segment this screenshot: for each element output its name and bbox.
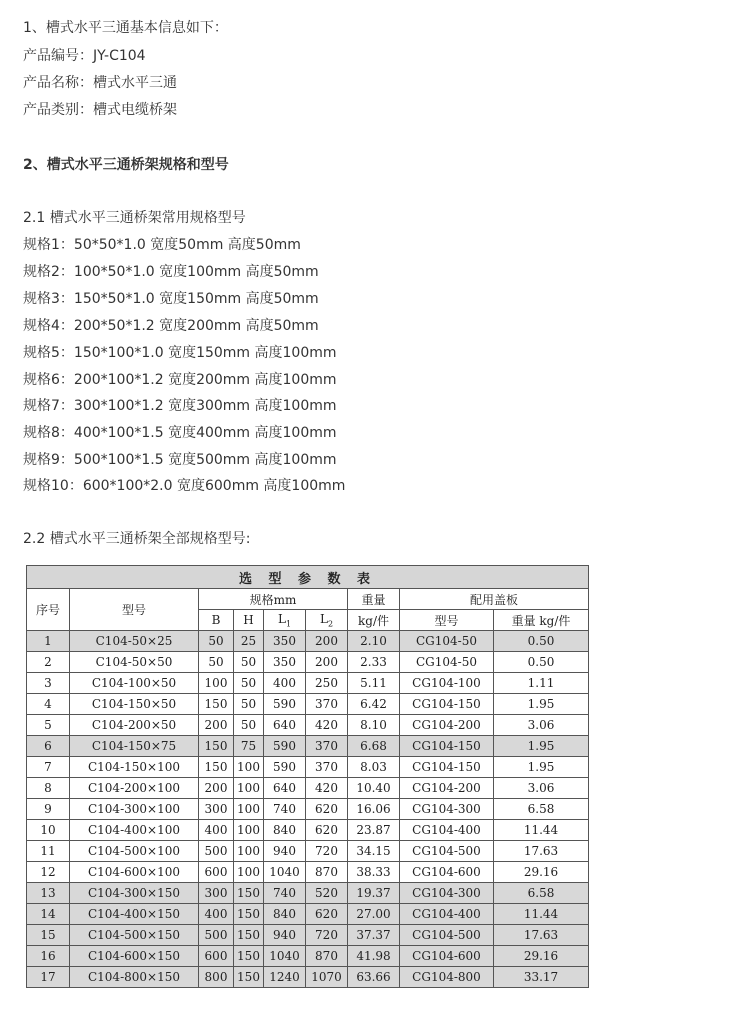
spec-item: 规格2：100*50*1.0 宽度100mm 高度50mm	[23, 264, 319, 280]
cell-weight: 37.37	[348, 925, 400, 946]
cell-cover-weight: 0.50	[494, 652, 589, 673]
header-l2	[306, 610, 348, 631]
cell-l1: 1240	[264, 967, 306, 988]
cell-cover-model: CG104-100	[400, 673, 494, 694]
header-cover-weight: 重量 kg/件	[494, 610, 589, 631]
header-l1-sub: 1	[285, 619, 292, 629]
cell-l2: 370	[306, 757, 348, 778]
table-row	[27, 883, 589, 904]
cell-b: 50	[199, 631, 234, 652]
cell-index: 3	[27, 673, 70, 694]
header-l2-letter: L	[319, 611, 328, 626]
cell-weight: 34.15	[348, 841, 400, 862]
cell-model: C104-300×150	[70, 883, 199, 904]
cell-weight: 8.03	[348, 757, 400, 778]
cell-model: C104-300×100	[70, 799, 199, 820]
cell-weight: 27.00	[348, 904, 400, 925]
cell-l1: 840	[264, 820, 306, 841]
table-row	[27, 841, 589, 862]
product-code: 产品编号：JY-C104	[23, 48, 146, 64]
cell-cover-model: CG104-150	[400, 736, 494, 757]
cell-b: 600	[199, 946, 234, 967]
cell-index: 7	[27, 757, 70, 778]
header-index: 序号	[27, 589, 70, 631]
cell-cover-model: CG104-50	[400, 652, 494, 673]
spec-item: 规格4：200*50*1.2 宽度200mm 高度50mm	[23, 318, 319, 334]
cell-index: 2	[27, 652, 70, 673]
cell-l1: 740	[264, 883, 306, 904]
basic-heading: 1、槽式水平三通基本信息如下：	[23, 20, 228, 36]
header-weight-unit: kg/件	[348, 610, 400, 631]
header-cover-model: 型号	[400, 610, 494, 631]
cell-cover-weight: 29.16	[494, 862, 589, 883]
cell-cover-weight: 6.58	[494, 799, 589, 820]
table-row	[27, 652, 589, 673]
cell-model: C104-200×50	[70, 715, 199, 736]
cell-cover-model: CG104-600	[400, 946, 494, 967]
cell-index: 5	[27, 715, 70, 736]
header-b: B	[199, 610, 234, 631]
cell-index: 17	[27, 967, 70, 988]
table-row	[27, 673, 589, 694]
cell-cover-weight: 1.11	[494, 673, 589, 694]
cell-weight: 19.37	[348, 883, 400, 904]
cell-b: 500	[199, 841, 234, 862]
cell-cover-model: CG104-800	[400, 967, 494, 988]
cell-h: 100	[234, 862, 264, 883]
cell-model: C104-200×100	[70, 778, 199, 799]
table-row	[27, 820, 589, 841]
cell-h: 100	[234, 778, 264, 799]
cell-b: 500	[199, 925, 234, 946]
cell-h: 75	[234, 736, 264, 757]
cell-b: 200	[199, 778, 234, 799]
table-title: 选 型 参 数 表	[27, 566, 589, 589]
table-row	[27, 778, 589, 799]
cell-b: 150	[199, 694, 234, 715]
cell-index: 13	[27, 883, 70, 904]
header-l2-sub: 2	[327, 619, 334, 629]
cell-model: C104-600×150	[70, 946, 199, 967]
cell-index: 9	[27, 799, 70, 820]
table-body	[27, 631, 589, 988]
cell-cover-weight: 11.44	[494, 904, 589, 925]
cell-l2: 250	[306, 673, 348, 694]
header-h: H	[234, 610, 264, 631]
spec-item: 规格6：200*100*1.2 宽度200mm 高度100mm	[23, 372, 337, 388]
cell-l2: 620	[306, 799, 348, 820]
cell-cover-weight: 3.06	[494, 778, 589, 799]
cell-b: 150	[199, 736, 234, 757]
cell-index: 8	[27, 778, 70, 799]
cell-weight: 2.10	[348, 631, 400, 652]
cell-weight: 10.40	[348, 778, 400, 799]
section2-sub2: 2.2 槽式水平三通桥架全部规格型号:	[23, 531, 251, 547]
cell-l1: 590	[264, 757, 306, 778]
cell-model: C104-150×75	[70, 736, 199, 757]
cell-l2: 520	[306, 883, 348, 904]
cell-h: 100	[234, 799, 264, 820]
cell-l1: 840	[264, 904, 306, 925]
cell-model: C104-500×100	[70, 841, 199, 862]
cell-index: 14	[27, 904, 70, 925]
cell-h: 150	[234, 883, 264, 904]
cell-index: 10	[27, 820, 70, 841]
cell-cover-model: CG104-200	[400, 715, 494, 736]
cell-cover-weight: 1.95	[494, 757, 589, 778]
cell-l1: 400	[264, 673, 306, 694]
header-l1-letter: L	[277, 611, 286, 626]
cell-l2: 870	[306, 946, 348, 967]
cell-cover-weight: 17.63	[494, 925, 589, 946]
cell-h: 100	[234, 757, 264, 778]
cell-index: 11	[27, 841, 70, 862]
cell-model: C104-100×50	[70, 673, 199, 694]
cell-l2: 420	[306, 715, 348, 736]
cell-index: 15	[27, 925, 70, 946]
cell-h: 100	[234, 841, 264, 862]
header-weight: 重量	[348, 589, 400, 610]
cell-h: 50	[234, 715, 264, 736]
cell-model: C104-150×100	[70, 757, 199, 778]
cell-b: 800	[199, 967, 234, 988]
cell-weight: 5.11	[348, 673, 400, 694]
table-row	[27, 904, 589, 925]
cell-l1: 1040	[264, 862, 306, 883]
cell-weight: 6.68	[348, 736, 400, 757]
section2-sub1: 2.1 槽式水平三通桥架常用规格型号	[23, 210, 246, 226]
product-category: 产品类别：槽式电缆桥架	[23, 102, 177, 118]
cell-l1: 350	[264, 631, 306, 652]
cell-cover-model: CG104-150	[400, 757, 494, 778]
cell-b: 150	[199, 757, 234, 778]
cell-model: C104-800×150	[70, 967, 199, 988]
spec-item: 规格3：150*50*1.0 宽度150mm 高度50mm	[23, 291, 319, 307]
cell-cover-weight: 33.17	[494, 967, 589, 988]
cell-l2: 200	[306, 652, 348, 673]
cell-l2: 720	[306, 925, 348, 946]
table-row	[27, 967, 589, 988]
cell-l1: 590	[264, 694, 306, 715]
cell-l1: 350	[264, 652, 306, 673]
cell-model: C104-400×100	[70, 820, 199, 841]
cell-model: C104-150×50	[70, 694, 199, 715]
cell-h: 25	[234, 631, 264, 652]
cell-model: C104-50×25	[70, 631, 199, 652]
cell-cover-weight: 3.06	[494, 715, 589, 736]
spec-item: 规格8：400*100*1.5 宽度400mm 高度100mm	[23, 425, 337, 441]
cell-l2: 620	[306, 904, 348, 925]
cell-cover-model: CG104-300	[400, 799, 494, 820]
cell-b: 600	[199, 862, 234, 883]
cell-cover-weight: 11.44	[494, 820, 589, 841]
cell-b: 200	[199, 715, 234, 736]
cell-l1: 590	[264, 736, 306, 757]
spec-item: 规格5：150*100*1.0 宽度150mm 高度100mm	[23, 345, 337, 361]
cell-weight: 38.33	[348, 862, 400, 883]
cell-model: C104-600×100	[70, 862, 199, 883]
cell-cover-model: CG104-600	[400, 862, 494, 883]
cell-l2: 420	[306, 778, 348, 799]
cell-l1: 940	[264, 925, 306, 946]
cell-cover-model: CG104-200	[400, 778, 494, 799]
cell-l1: 940	[264, 841, 306, 862]
cell-cover-model: CG104-500	[400, 841, 494, 862]
cell-weight: 8.10	[348, 715, 400, 736]
cell-index: 4	[27, 694, 70, 715]
table-row	[27, 799, 589, 820]
cell-h: 50	[234, 673, 264, 694]
cell-b: 400	[199, 904, 234, 925]
cell-h: 100	[234, 820, 264, 841]
cell-weight: 2.33	[348, 652, 400, 673]
spec-item: 规格7：300*100*1.2 宽度300mm 高度100mm	[23, 398, 337, 414]
table-row	[27, 736, 589, 757]
cell-l1: 1040	[264, 946, 306, 967]
cell-h: 150	[234, 925, 264, 946]
cell-l1: 640	[264, 715, 306, 736]
cell-cover-model: CG104-400	[400, 820, 494, 841]
cell-model: C104-50×50	[70, 652, 199, 673]
cell-l2: 200	[306, 631, 348, 652]
cell-l2: 370	[306, 694, 348, 715]
cell-l2: 620	[306, 820, 348, 841]
cell-h: 50	[234, 694, 264, 715]
header-cover: 配用盖板	[400, 589, 589, 610]
cell-weight: 23.87	[348, 820, 400, 841]
cell-cover-model: CG104-300	[400, 883, 494, 904]
cell-l2: 370	[306, 736, 348, 757]
cell-index: 6	[27, 736, 70, 757]
spec-item: 规格1：50*50*1.0 宽度50mm 高度50mm	[23, 237, 301, 253]
cell-b: 400	[199, 820, 234, 841]
cell-model: C104-500×150	[70, 925, 199, 946]
cell-h: 150	[234, 946, 264, 967]
cell-h: 50	[234, 652, 264, 673]
cell-cover-weight: 1.95	[494, 694, 589, 715]
cell-h: 150	[234, 967, 264, 988]
cell-l1: 740	[264, 799, 306, 820]
spec-item: 规格10：600*100*2.0 宽度600mm 高度100mm	[23, 478, 346, 494]
cell-h: 150	[234, 904, 264, 925]
cell-b: 300	[199, 799, 234, 820]
cell-b: 300	[199, 883, 234, 904]
table-row	[27, 694, 589, 715]
table-row	[27, 946, 589, 967]
cell-b: 50	[199, 652, 234, 673]
cell-cover-weight: 6.58	[494, 883, 589, 904]
cell-weight: 16.06	[348, 799, 400, 820]
cell-model: C104-400×150	[70, 904, 199, 925]
cell-cover-weight: 17.63	[494, 841, 589, 862]
header-model: 型号	[70, 589, 199, 631]
table-row	[27, 925, 589, 946]
cell-weight: 6.42	[348, 694, 400, 715]
header-spec: 规格mm	[199, 589, 348, 610]
cell-cover-model: CG104-50	[400, 631, 494, 652]
cell-l2: 1070	[306, 967, 348, 988]
cell-cover-weight: 1.95	[494, 736, 589, 757]
cell-cover-model: CG104-150	[400, 694, 494, 715]
header-l1	[264, 610, 306, 631]
cell-cover-model: CG104-400	[400, 904, 494, 925]
cell-index: 12	[27, 862, 70, 883]
cell-index: 1	[27, 631, 70, 652]
table-row	[27, 757, 589, 778]
cell-index: 16	[27, 946, 70, 967]
cell-weight: 41.98	[348, 946, 400, 967]
cell-l2: 720	[306, 841, 348, 862]
cell-cover-weight: 0.50	[494, 631, 589, 652]
cell-l1: 640	[264, 778, 306, 799]
table-row	[27, 715, 589, 736]
cell-l2: 870	[306, 862, 348, 883]
cell-weight: 63.66	[348, 967, 400, 988]
spec-item: 规格9：500*100*1.5 宽度500mm 高度100mm	[23, 452, 337, 468]
spec-table-container	[26, 565, 589, 988]
table-row	[27, 631, 589, 652]
table-row	[27, 862, 589, 883]
section2-heading: 2、槽式水平三通桥架规格和型号	[23, 157, 229, 173]
spec-table	[26, 565, 589, 988]
cell-b: 100	[199, 673, 234, 694]
product-name: 产品名称：槽式水平三通	[23, 75, 177, 91]
cell-cover-model: CG104-500	[400, 925, 494, 946]
cell-cover-weight: 29.16	[494, 946, 589, 967]
